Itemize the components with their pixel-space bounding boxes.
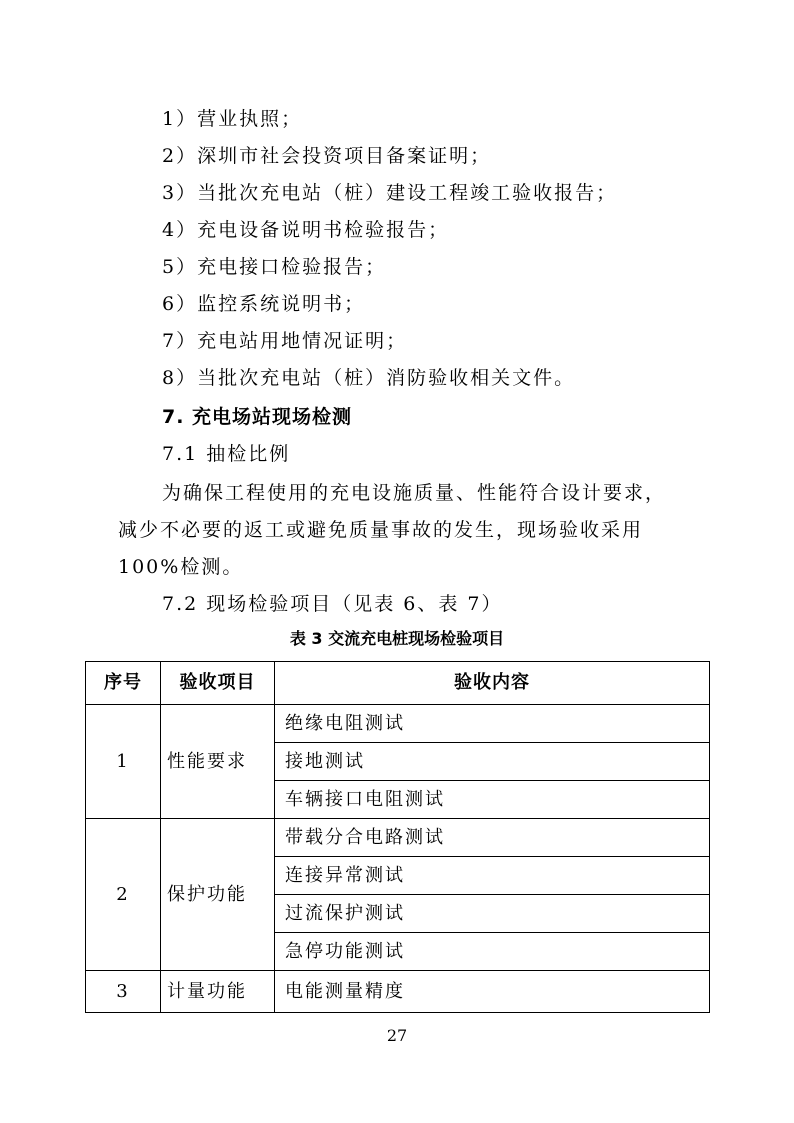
row-item: 计量功能 xyxy=(161,971,275,1013)
table-row xyxy=(86,705,710,743)
row-item: 保护功能 xyxy=(161,819,275,971)
row-content: 车辆接口电阻测试 xyxy=(275,781,710,819)
row-number: 1 xyxy=(86,705,161,819)
subsection-heading: 7.2 现场检验项目（见表 6、表 7） xyxy=(162,593,503,615)
table-row xyxy=(86,819,710,857)
row-content: 急停功能测试 xyxy=(275,933,710,971)
paragraph-line: 为确保工程使用的充电设施质量、性能符合设计要求， xyxy=(162,482,667,504)
row-number: 3 xyxy=(86,971,161,1013)
row-content: 电能测量精度 xyxy=(275,971,710,1013)
header-number: 序号 xyxy=(86,662,161,705)
list-item: 3）当批次充电站（桩）建设工程竣工验收报告； xyxy=(162,182,618,204)
list-item: 4）充电设备说明书检验报告； xyxy=(162,219,450,241)
row-number: 2 xyxy=(86,819,161,971)
page-number: 27 xyxy=(386,1026,408,1045)
list-item: 1）营业执照； xyxy=(162,108,303,130)
list-item: 6）监控系统说明书； xyxy=(162,293,366,315)
row-content: 连接异常测试 xyxy=(275,857,710,895)
paragraph-line: 减少不必要的返工或避免质量事故的发生，现场验收采用 xyxy=(118,519,644,541)
row-content: 绝缘电阻测试 xyxy=(275,705,710,743)
list-item: 5）充电接口检验报告； xyxy=(162,256,387,278)
list-item: 2）深圳市社会投资项目备案证明； xyxy=(162,145,492,167)
row-content: 带载分合电路测试 xyxy=(275,819,710,857)
header-content: 验收内容 xyxy=(275,662,710,705)
table-caption: 表 3 交流充电桩现场检验项目 xyxy=(289,629,505,648)
inspection-table xyxy=(85,661,710,1013)
table-row xyxy=(86,971,710,1013)
table-header-row xyxy=(86,662,710,705)
section-heading: 7. 充电场站现场检测 xyxy=(162,406,353,428)
list-item: 7）充电站用地情况证明； xyxy=(162,330,408,352)
list-item: 8）当批次充电站（桩）消防验收相关文件。 xyxy=(162,367,576,389)
row-content: 过流保护测试 xyxy=(275,895,710,933)
row-item: 性能要求 xyxy=(161,705,275,819)
subsection-heading: 7.1 抽检比例 xyxy=(162,443,291,465)
row-content: 接地测试 xyxy=(275,743,710,781)
header-item: 验收项目 xyxy=(161,662,275,705)
paragraph-line: 100%检测。 xyxy=(118,556,244,578)
